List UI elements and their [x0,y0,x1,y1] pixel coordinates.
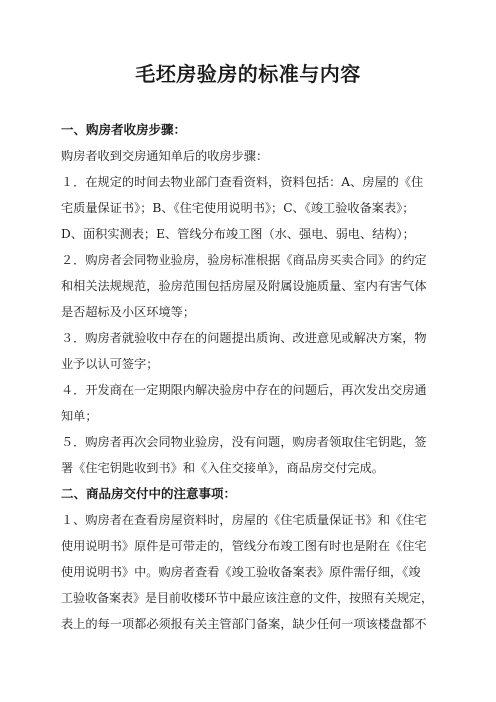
list-item [61,325,437,377]
list-item [61,169,437,247]
text-line: 是否超标及小区环境等； [61,305,196,319]
text-line: 宅质量保证书》；B、《住宅使用说明书》；C、《竣工验收备案表》； [61,201,415,215]
text-line: ４．开发商在一定期限内解决验房中存在的问题后，再次发出交房通 [61,383,427,397]
text-line: 使用说明书》原件是可带走的，管线分布竣工图有时也是附在《住宅 [61,539,427,553]
text-line: ５．购房者再次会同物业验房，没有问题，购房者领取住宅钥匙，签 [61,435,427,449]
list-item [61,429,437,481]
text-line: 业予以认可签字； [61,357,159,371]
text-line: 购房者收到交房通知单后的收房步骤： [61,149,269,163]
text-line: D、面积实测表；E、管线分布竣工图（水、强电、弱电、结构）； [61,227,415,241]
list-item [61,507,437,637]
text-line: 使用说明书》中。购房者查看《竣工验收备案表》原件需仔细，《竣 [61,565,421,579]
text-line: １、购房者在查看房屋资料时，房屋的《住宅质量保证书》和《住宅 [61,513,427,527]
text-line: ２．购房者会同物业验房，验房标准根据《商品房买卖合同》的约定 [61,253,427,267]
section-heading: 二、商品房交付中的注意事项： [61,486,237,501]
list-item [61,247,437,325]
text-line: １．在规定的时间去物业部门查看资料，资料包括：A、房屋的《住 [61,175,424,189]
text-line: 工验收备案表》是目前收楼环节中最应该注意的文件，按照有关规定， [61,591,434,605]
section-heading: 一、购房者收房步骤： [61,122,187,137]
text-line: 署《住宅钥匙收到书》和《入住交接单》，商品房交付完成。 [61,461,384,475]
text-line: 知单； [61,409,98,423]
text-line: 和相关法规规范，验房范围包括房屋及附属设施质量、室内有害气体 [61,279,427,293]
text-line: 表上的每一项都必须报有关主管部门备案，缺少任何一项该楼盘都不 [61,617,427,631]
document-title: 毛坯房验房的标准与内容 [135,62,361,86]
text-line: ３．购房者就验收中存在的问题提出质询、改进意见或解决方案，物 [61,331,427,345]
paragraph [61,143,437,169]
list-item [61,377,437,429]
document-body [61,117,437,637]
